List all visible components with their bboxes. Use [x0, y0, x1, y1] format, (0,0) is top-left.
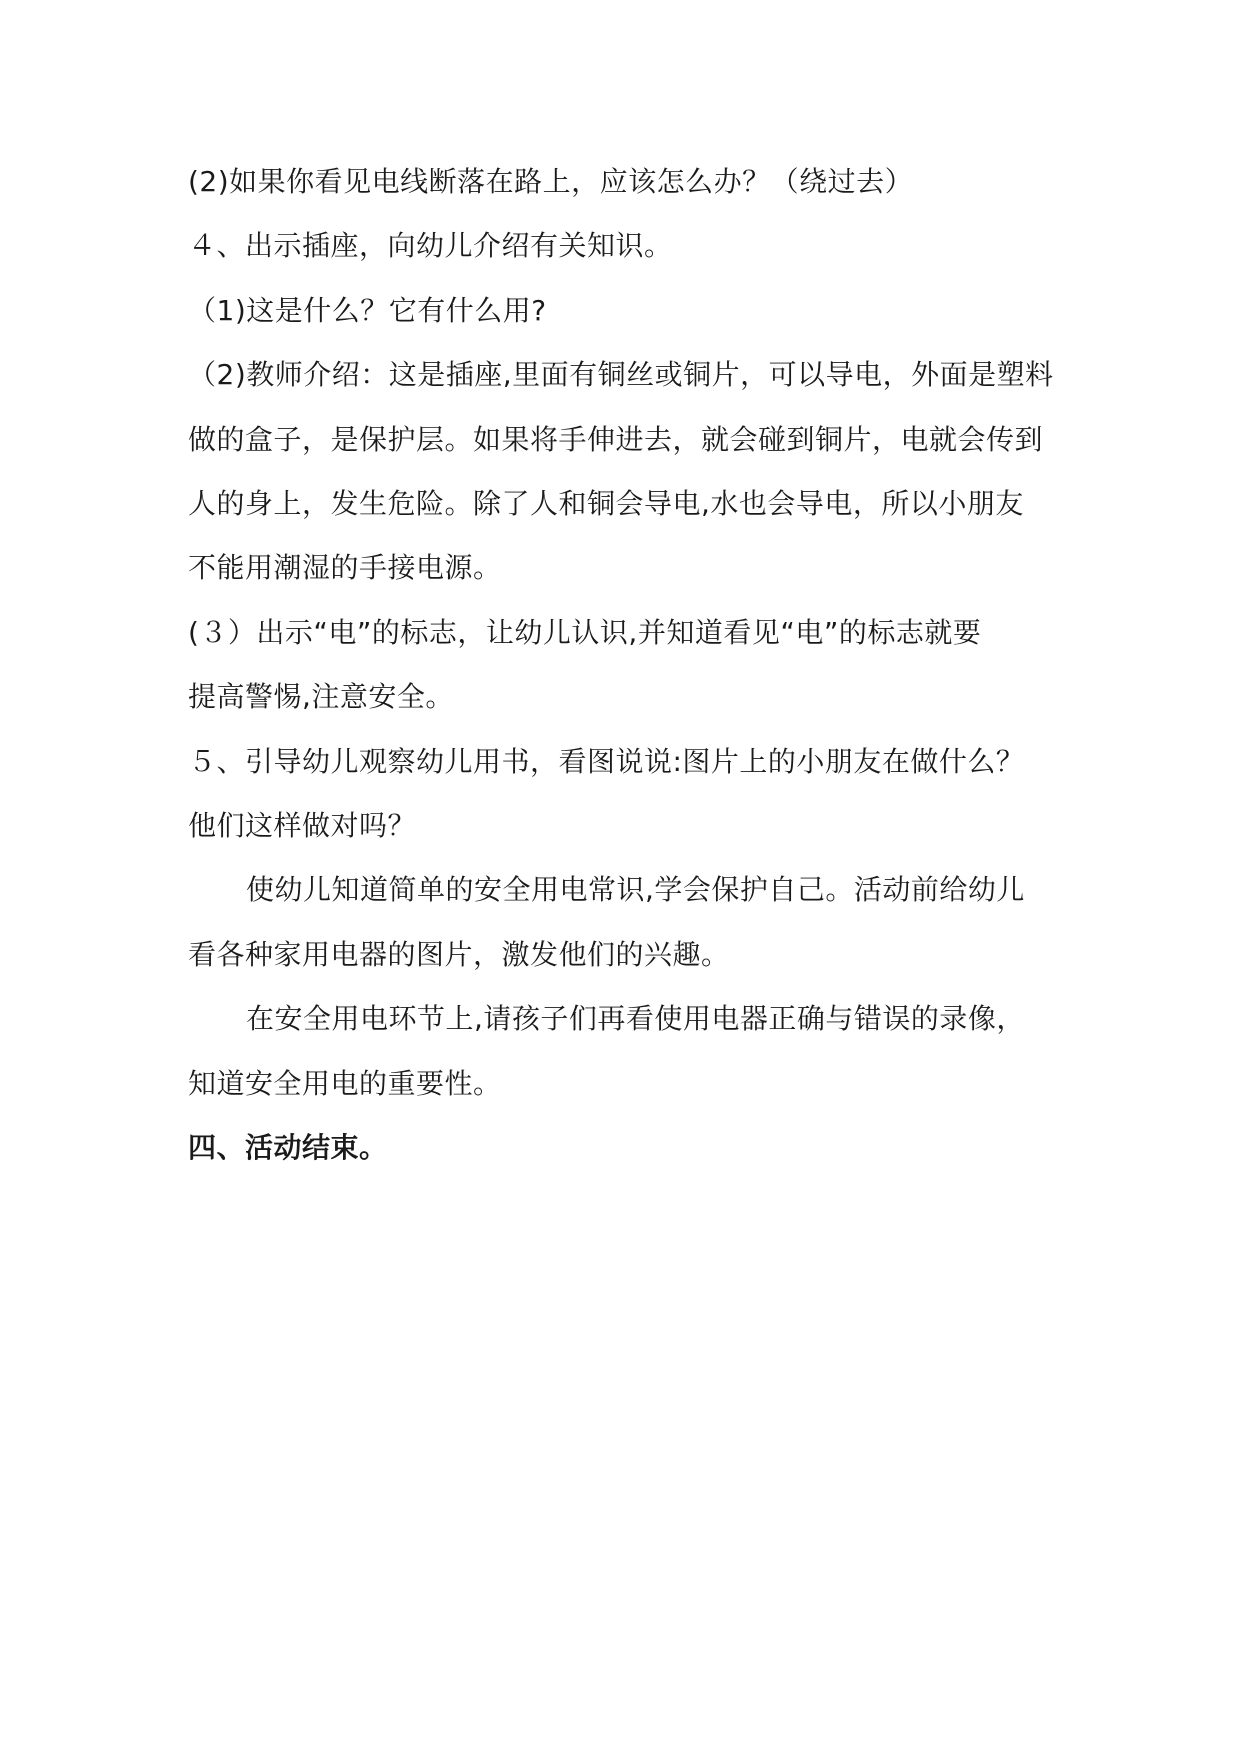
text-line: 提高警惕,注意安全。 [188, 680, 454, 714]
text-line: 不能用潮湿的手接电源。 [188, 551, 502, 585]
paragraph-line-indented: 使幼儿知道简单的安全用电常识,学会保护自己。活动前给幼儿 [246, 873, 1025, 907]
text-line: 看各种家用电器的图片，激发他们的兴趣。 [188, 937, 730, 971]
text-line: 做的盒子，是保护层。如果将手伸进去，就会碰到铜片，电就会传到 [188, 422, 1044, 456]
text-line: ４、出示插座，向幼儿介绍有关知识。 [188, 229, 673, 263]
text-line: 他们这样做对吗？ [188, 809, 417, 843]
text-line: (2)如果你看见电线断落在路上，应该怎么办？（绕过去） [188, 165, 914, 198]
section-heading: 四、活动结束。 [188, 1131, 388, 1165]
text-line: （2)教师介绍：这是插座,里面有铜丝或铜片，可以导电，外面是塑料 [188, 358, 1054, 392]
paragraph-line-indented: 在安全用电环节上,请孩子们再看使用电器正确与错误的录像， [246, 1002, 1025, 1036]
text-line: (３）出示“电”的标志，让幼儿认识,并知道看见“电”的标志就要 [188, 615, 982, 649]
document-body [188, 150, 1060, 1181]
text-line: （1)这是什么？它有什么用? [188, 293, 547, 327]
text-line: 知道安全用电的重要性。 [188, 1066, 502, 1100]
text-line: 人的身上，发生危险。除了人和铜会导电,水也会导电，所以小朋友 [188, 487, 1024, 521]
text-line: ５、引导幼儿观察幼儿用书，看图说说:图片上的小朋友在做什么？ [188, 744, 1025, 778]
